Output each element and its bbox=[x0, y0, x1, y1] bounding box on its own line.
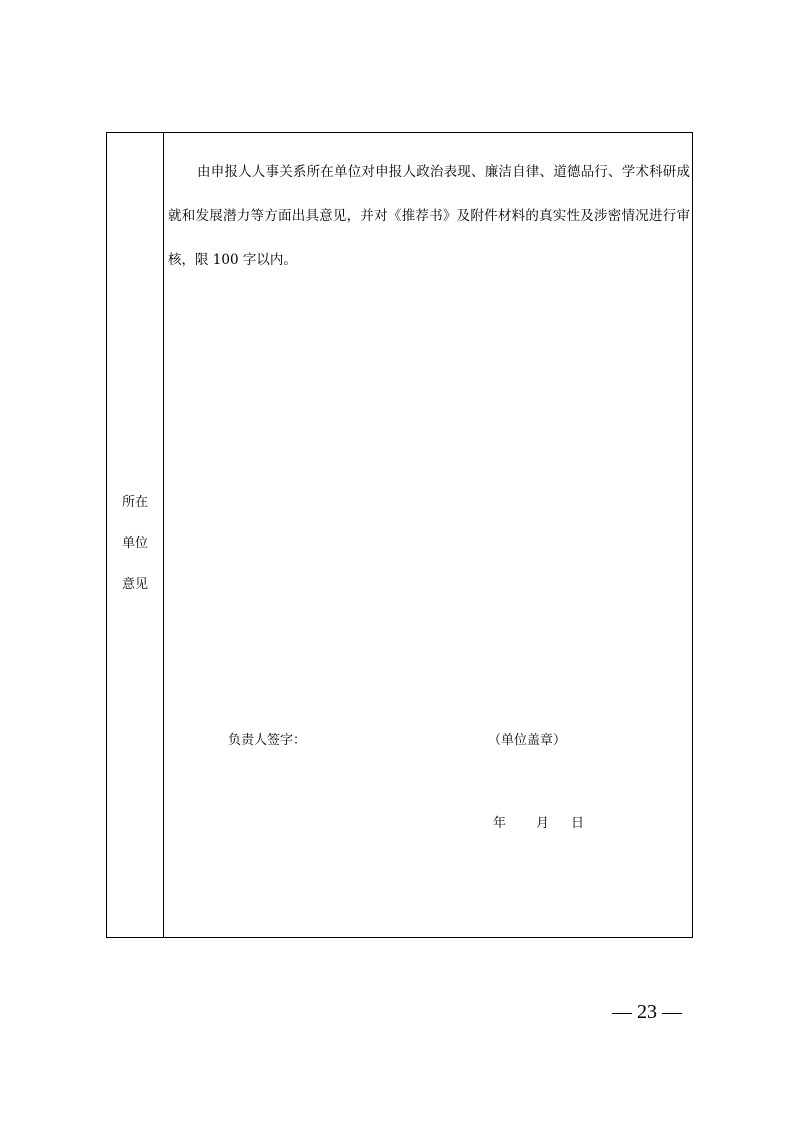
date-day-label: 日 bbox=[571, 816, 585, 831]
row-label-line-2: 单位 bbox=[121, 536, 148, 551]
row-label-line-1: 所在 bbox=[121, 495, 148, 510]
row-label-cell bbox=[107, 133, 163, 937]
instructions-text: 由申报人人事关系所在单位对申报人政治表现、廉洁自律、道德品行、学术科研成就和发展潜力等方面出具意见，并对《推荐书》及附件材料的真实性及涉密情况进行审核，限 100 字以内。 bbox=[168, 164, 690, 268]
column-divider bbox=[163, 132, 164, 938]
date-year-label: 年 bbox=[493, 816, 507, 831]
signature-label: 负责人签字： bbox=[228, 733, 307, 748]
seal-label: （单位盖章） bbox=[488, 733, 567, 748]
page-number: — 23 — bbox=[612, 1001, 682, 1023]
row-label-line-3: 意见 bbox=[121, 577, 148, 592]
date-month-label: 月 bbox=[536, 816, 550, 831]
